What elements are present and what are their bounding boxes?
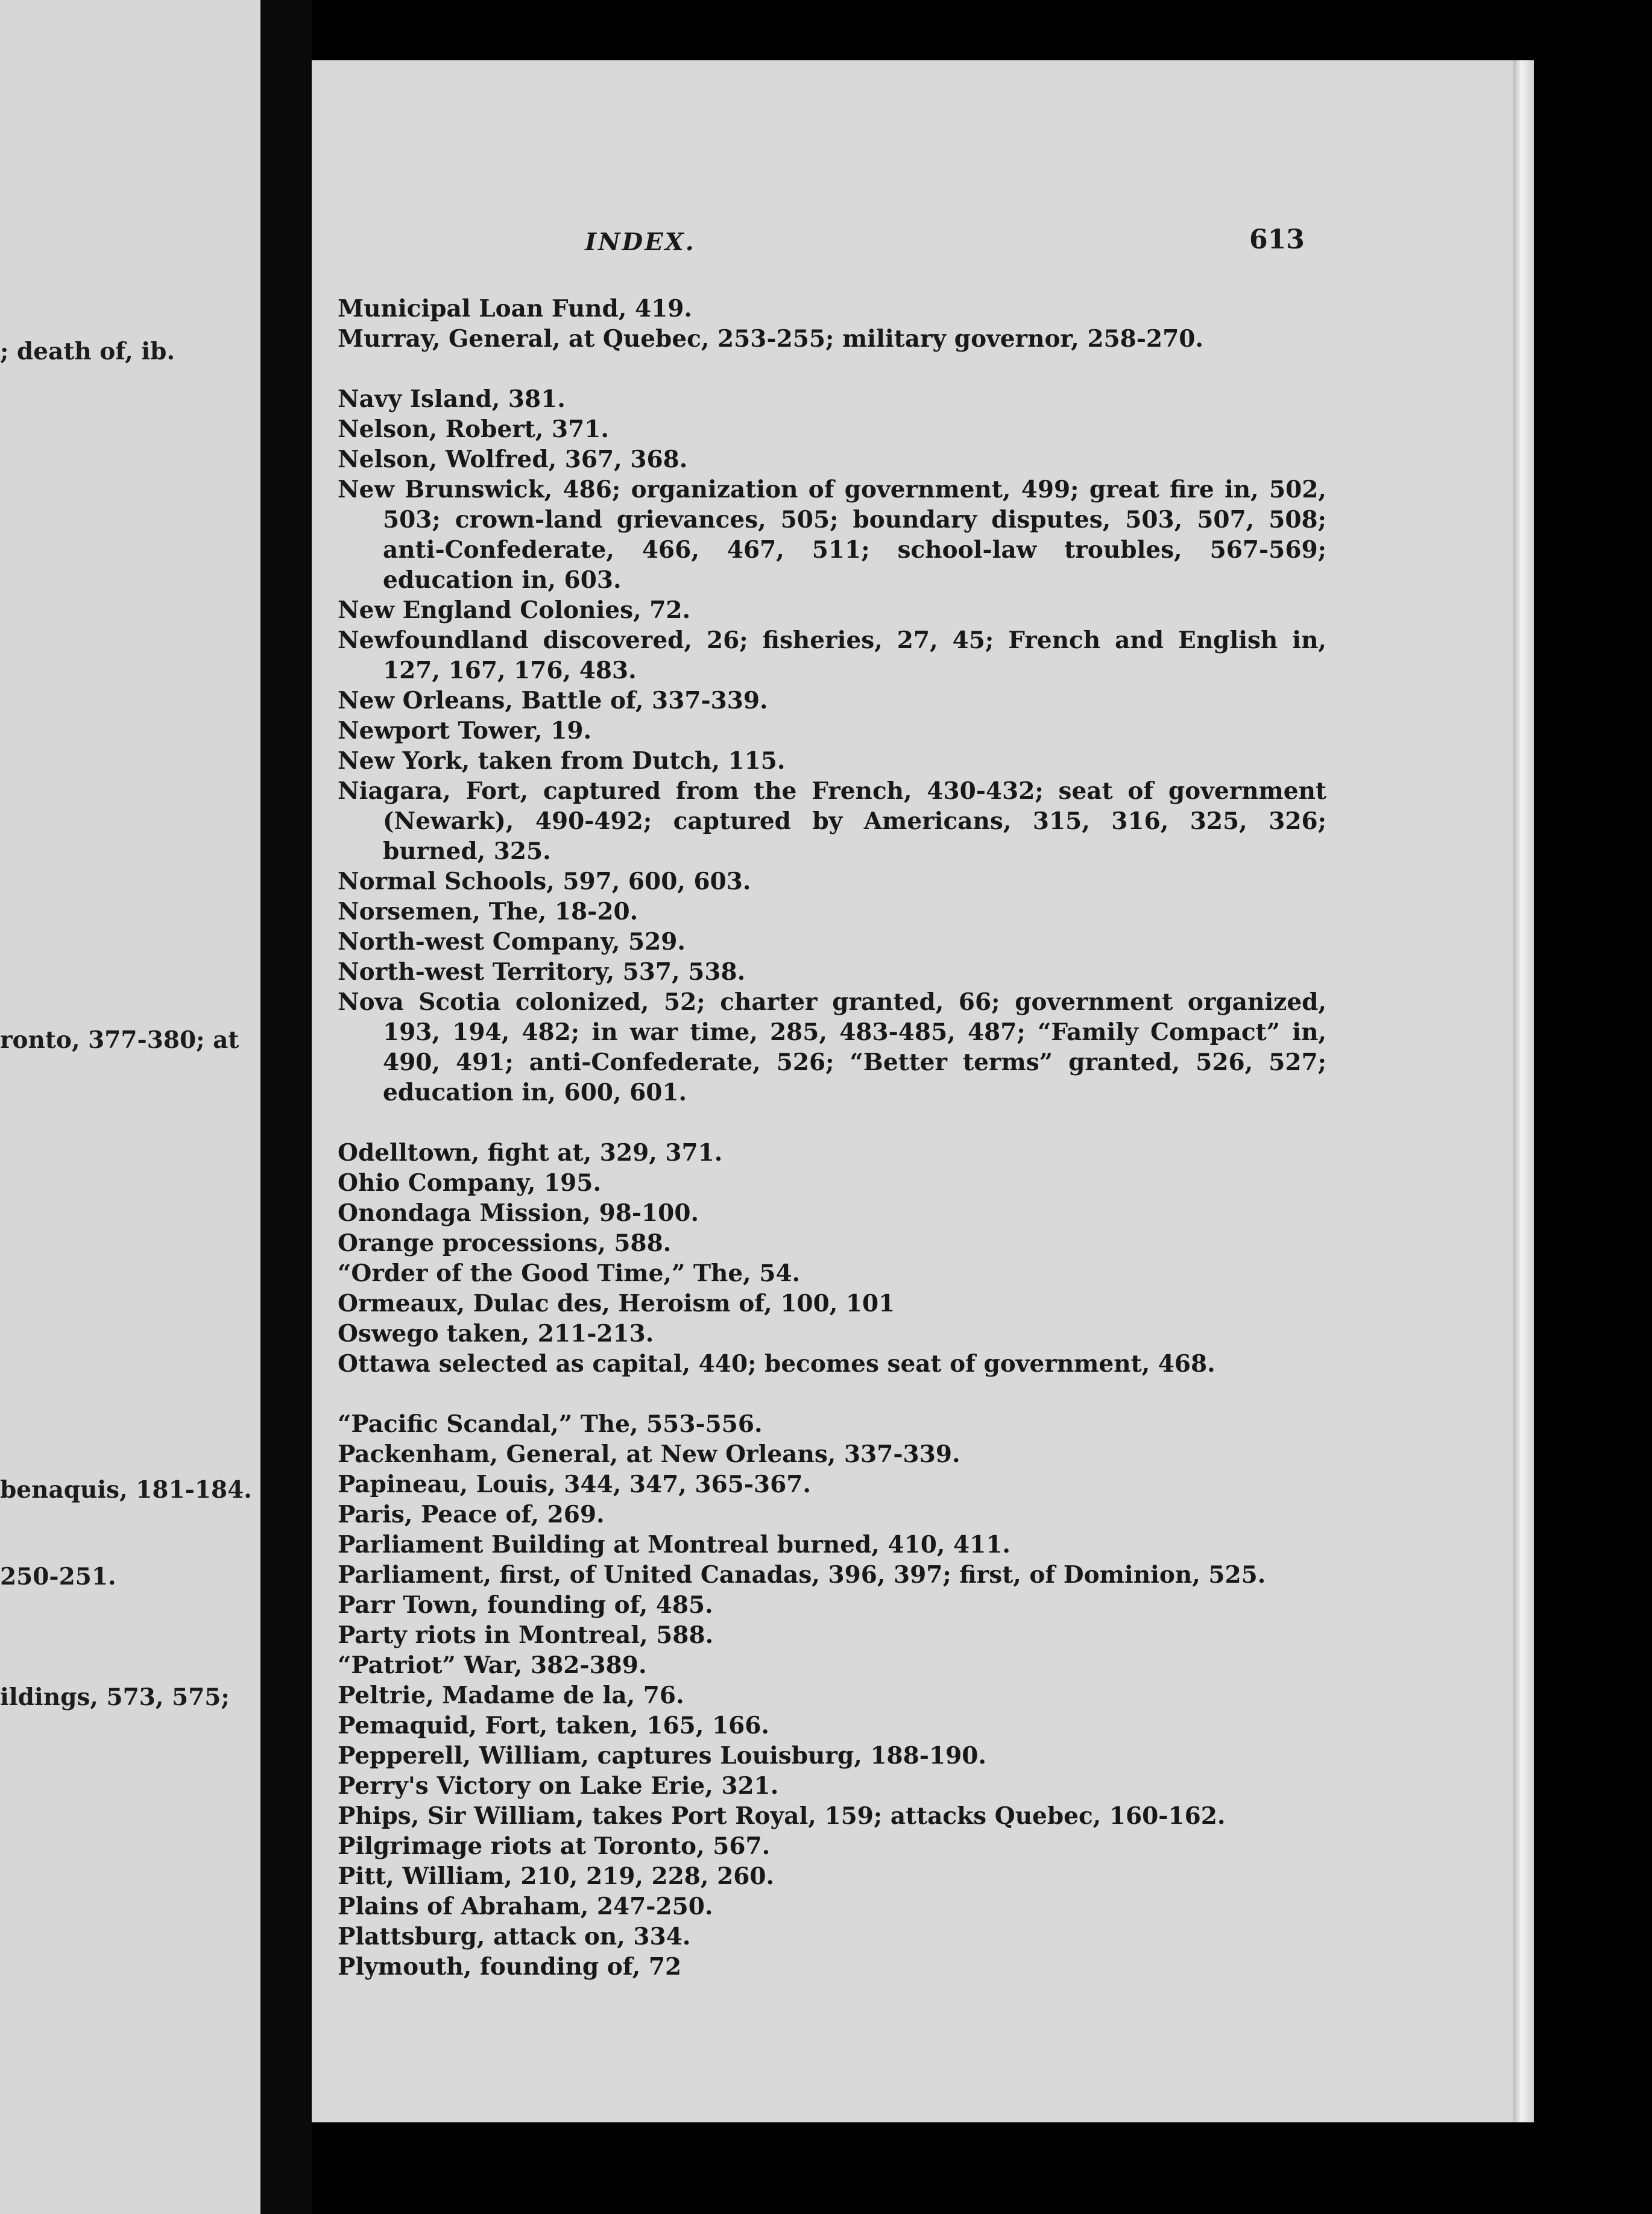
page-edge <box>1513 60 1534 2122</box>
index-entry: Parliament Building at Montreal burned, 410, 411. <box>338 1531 1011 1559</box>
index-entry: Perry's Victory on Lake Erie, 321. <box>338 1772 779 1800</box>
index-entry: Ohio Company, 195. <box>338 1169 602 1197</box>
index-entry: “Patriot” War, 382-389. <box>338 1651 647 1679</box>
index-entry: Peltrie, Madame de la, 76. <box>338 1682 684 1709</box>
index-entry: Newfoundland discovered, 26; fisheries, 27, 45; French and English in, 127, 167, 176, 483. <box>338 626 1326 684</box>
index-entry: Odelltown, fight at, 329, 371. <box>338 1139 723 1167</box>
index-entry: Plains of Abraham, 247-250. <box>338 1893 713 1920</box>
index-entry: “Pacific Scandal,” The, 553-556. <box>338 1410 763 1438</box>
previous-page-fragment: ; death of, ib. <box>0 338 175 365</box>
index-entry: Nova Scotia colonized, 52; charter granted, 66; government organized, 193, 194, 482; in war time, 285, 483-485, 487; “Family Compact” in, 490, 491; anti-Confederate, 526; “Better terms” granted, 526, 527; education in, 600, 601. <box>338 988 1326 1106</box>
index-entry: Parr Town, founding of, 485. <box>338 1591 713 1619</box>
index-entry: Plymouth, founding of, 72 <box>338 1953 682 1981</box>
index-entry: Pilgrimage riots at Toronto, 567. <box>338 1832 771 1860</box>
index-entry: Onondaga Mission, 98-100. <box>338 1199 699 1227</box>
previous-page <box>0 0 260 2214</box>
index-entry-list <box>338 294 1326 1982</box>
page-number: 613 <box>1249 224 1305 255</box>
index-entry: New England Colonies, 72. <box>338 596 691 624</box>
index-entry: Ottawa selected as capital, 440; becomes seat of government, 468. <box>338 1350 1215 1378</box>
index-entry: “Order of the Good Time,” The, 54. <box>338 1260 801 1287</box>
index-entry: Pepperell, William, captures Louisburg, 188-190. <box>338 1742 986 1770</box>
index-entry: North-west Company, 529. <box>338 928 686 956</box>
index-entry: Party riots in Montreal, 588. <box>338 1621 714 1649</box>
index-entry: Nelson, Robert, 371. <box>338 415 609 443</box>
previous-page-fragment: 250-251. <box>0 1563 116 1591</box>
index-entry: Norsemen, The, 18-20. <box>338 898 638 926</box>
previous-page-fragment: ildings, 573, 575; <box>0 1683 230 1711</box>
index-entry: Newport Tower, 19. <box>338 717 592 745</box>
index-entry: Orange processions, 588. <box>338 1229 672 1257</box>
index-entry: Ormeaux, Dulac des, Heroism of, 100, 101 <box>338 1290 895 1317</box>
running-head-title: INDEX. <box>585 228 696 256</box>
index-entry: Municipal Loan Fund, 419. <box>338 295 692 323</box>
previous-page-fragment: benaquis, 181-184. <box>0 1476 252 1504</box>
index-entry: Parliament, first, of United Canadas, 396, 397; first, of Dominion, 525. <box>338 1561 1266 1589</box>
index-entry: New York, taken from Dutch, 115. <box>338 747 786 775</box>
index-entry: Pemaquid, Fort, taken, 165, 166. <box>338 1712 769 1739</box>
index-entry: Navy Island, 381. <box>338 385 566 413</box>
index-entry: Paris, Peace of, 269. <box>338 1501 605 1528</box>
book-gutter <box>260 0 312 2214</box>
index-entry: Oswego taken, 211-213. <box>338 1320 654 1348</box>
index-entry: New Brunswick, 486; organization of government, 499; great fire in, 502, 503; crown-land grievances, 505; boundary disputes, 503, 507, 508; anti-Confederate, 466, 467, 511; school-law troubles, 567-569; education in, 603. <box>338 476 1326 594</box>
index-entry: Niagara, Fort, captured from the French, 430-432; seat of government (Newark), 490-492; captured by Americans, 315, 316, 325, 326; burned, 325. <box>338 777 1326 865</box>
index-entry: Papineau, Louis, 344, 347, 365-367. <box>338 1471 812 1498</box>
index-entry: Normal Schools, 597, 600, 603. <box>338 868 751 895</box>
index-entry: Nelson, Wolfred, 367, 368. <box>338 446 688 473</box>
previous-page-fragment: ronto, 377-380; at <box>0 1026 239 1054</box>
index-entry: Murray, General, at Quebec, 253-255; military governor, 258-270. <box>338 325 1203 353</box>
index-entry: New Orleans, Battle of, 337-339. <box>338 687 768 714</box>
index-entry: Packenham, General, at New Orleans, 337-339. <box>338 1440 960 1468</box>
index-entry: North-west Territory, 537, 538. <box>338 958 746 986</box>
index-entry: Pitt, William, 210, 219, 228, 260. <box>338 1862 775 1890</box>
index-entry: Phips, Sir William, takes Port Royal, 159; attacks Quebec, 160-162. <box>338 1802 1226 1830</box>
index-entry: Plattsburg, attack on, 334. <box>338 1923 691 1951</box>
